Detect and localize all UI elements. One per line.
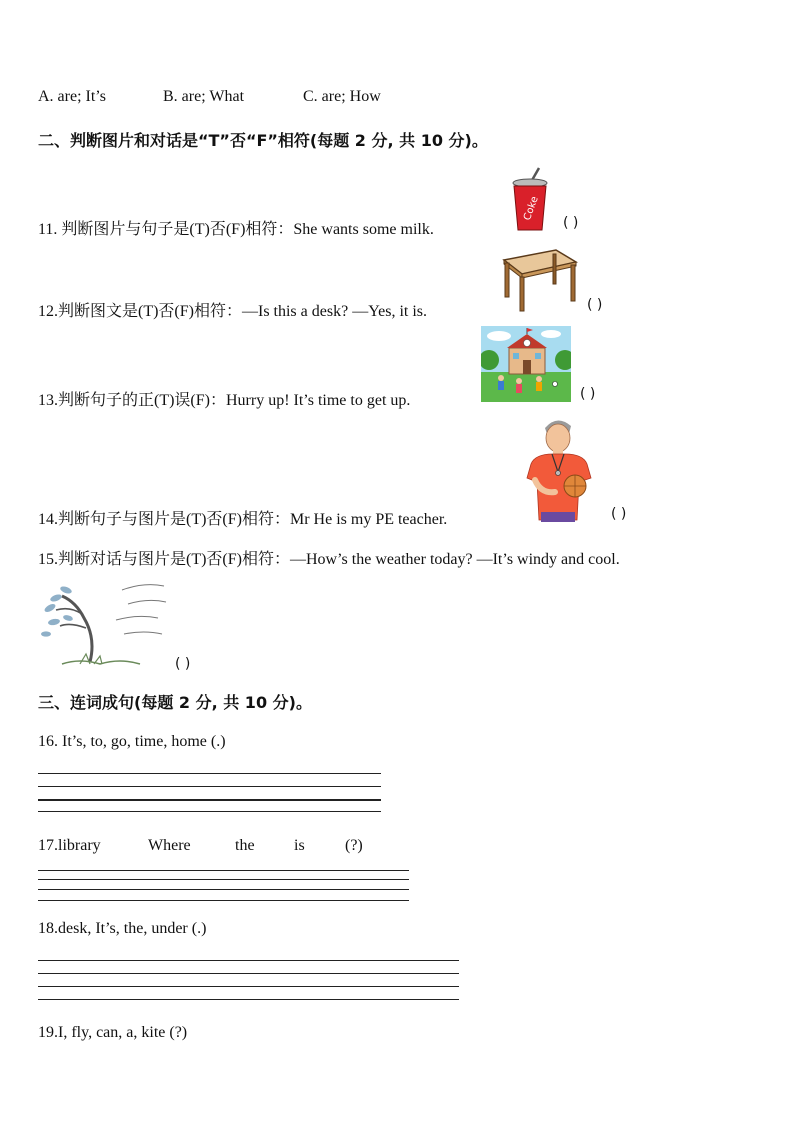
answer-blank-15[interactable]: ( ) <box>175 656 191 672</box>
pe-teacher-picture <box>521 416 597 522</box>
question-17-punctuation: (?) <box>345 837 363 854</box>
answer-blank-11[interactable]: ( ) <box>563 215 579 231</box>
answer-line[interactable] <box>38 811 381 812</box>
answer-line[interactable] <box>38 889 409 890</box>
desk-icon <box>500 248 578 312</box>
answer-blank-13[interactable]: ( ) <box>580 386 596 402</box>
section-3-heading: 三、连词成句(每题 2 分, 共 10 分)。 <box>38 693 312 712</box>
option-b: B. are; What <box>163 88 245 105</box>
answer-line[interactable] <box>38 773 381 774</box>
question-15-text: 15.判断对话与图片是(T)否(F)相符：—How’s the weather today? —It’s windy and cool. <box>38 551 620 568</box>
answer-line[interactable] <box>38 879 409 880</box>
question-18-words: 18.desk, It’s, the, under (.) <box>38 920 207 937</box>
option-a: A. are; It’s <box>38 88 106 105</box>
question-11-text: 11. 判断图片与句子是(T)否(F)相符：She wants some milk. <box>38 221 434 238</box>
question-12-text: 12.判断图文是(T)否(F)相符：—Is this a desk? —Yes, it is. <box>38 303 428 320</box>
answer-line[interactable] <box>38 786 381 787</box>
answer-blank-12[interactable]: ( ) <box>587 297 603 313</box>
question-17-word: the <box>235 837 255 854</box>
answer-blank-14[interactable]: ( ) <box>611 506 627 522</box>
answer-line[interactable] <box>38 900 409 901</box>
question-16-words: 16. It’s, to, go, time, home (.) <box>38 733 226 750</box>
answer-line[interactable] <box>38 973 459 974</box>
question-17-word: is <box>294 837 305 854</box>
answer-line[interactable] <box>38 999 459 1000</box>
section-2-heading: 二、判断图片和对话是“T”否“F”相符(每题 2 分, 共 10 分)。 <box>38 131 488 150</box>
option-c: C. are; How <box>303 88 381 105</box>
question-14-text: 14.判断句子与图片是(T)否(F)相符：Mr He is my PE teacher. <box>38 511 448 528</box>
answer-line[interactable] <box>38 986 459 987</box>
question-13-text: 13.判断句子的正(T)误(F)：Hurry up! It’s time to get up. <box>38 392 411 409</box>
answer-line[interactable] <box>38 960 459 961</box>
question-19-words: 19.I, fly, can, a, kite (?) <box>38 1024 188 1041</box>
cola-cup-icon <box>509 166 551 232</box>
windy-tree-picture <box>40 578 170 670</box>
school-children-picture <box>481 326 571 402</box>
answer-line[interactable] <box>38 799 381 801</box>
svg-text:Coke: Coke <box>522 195 541 222</box>
question-17-number: 17.library <box>38 837 101 854</box>
question-17-word: Where <box>148 837 191 854</box>
answer-line[interactable] <box>38 870 409 871</box>
